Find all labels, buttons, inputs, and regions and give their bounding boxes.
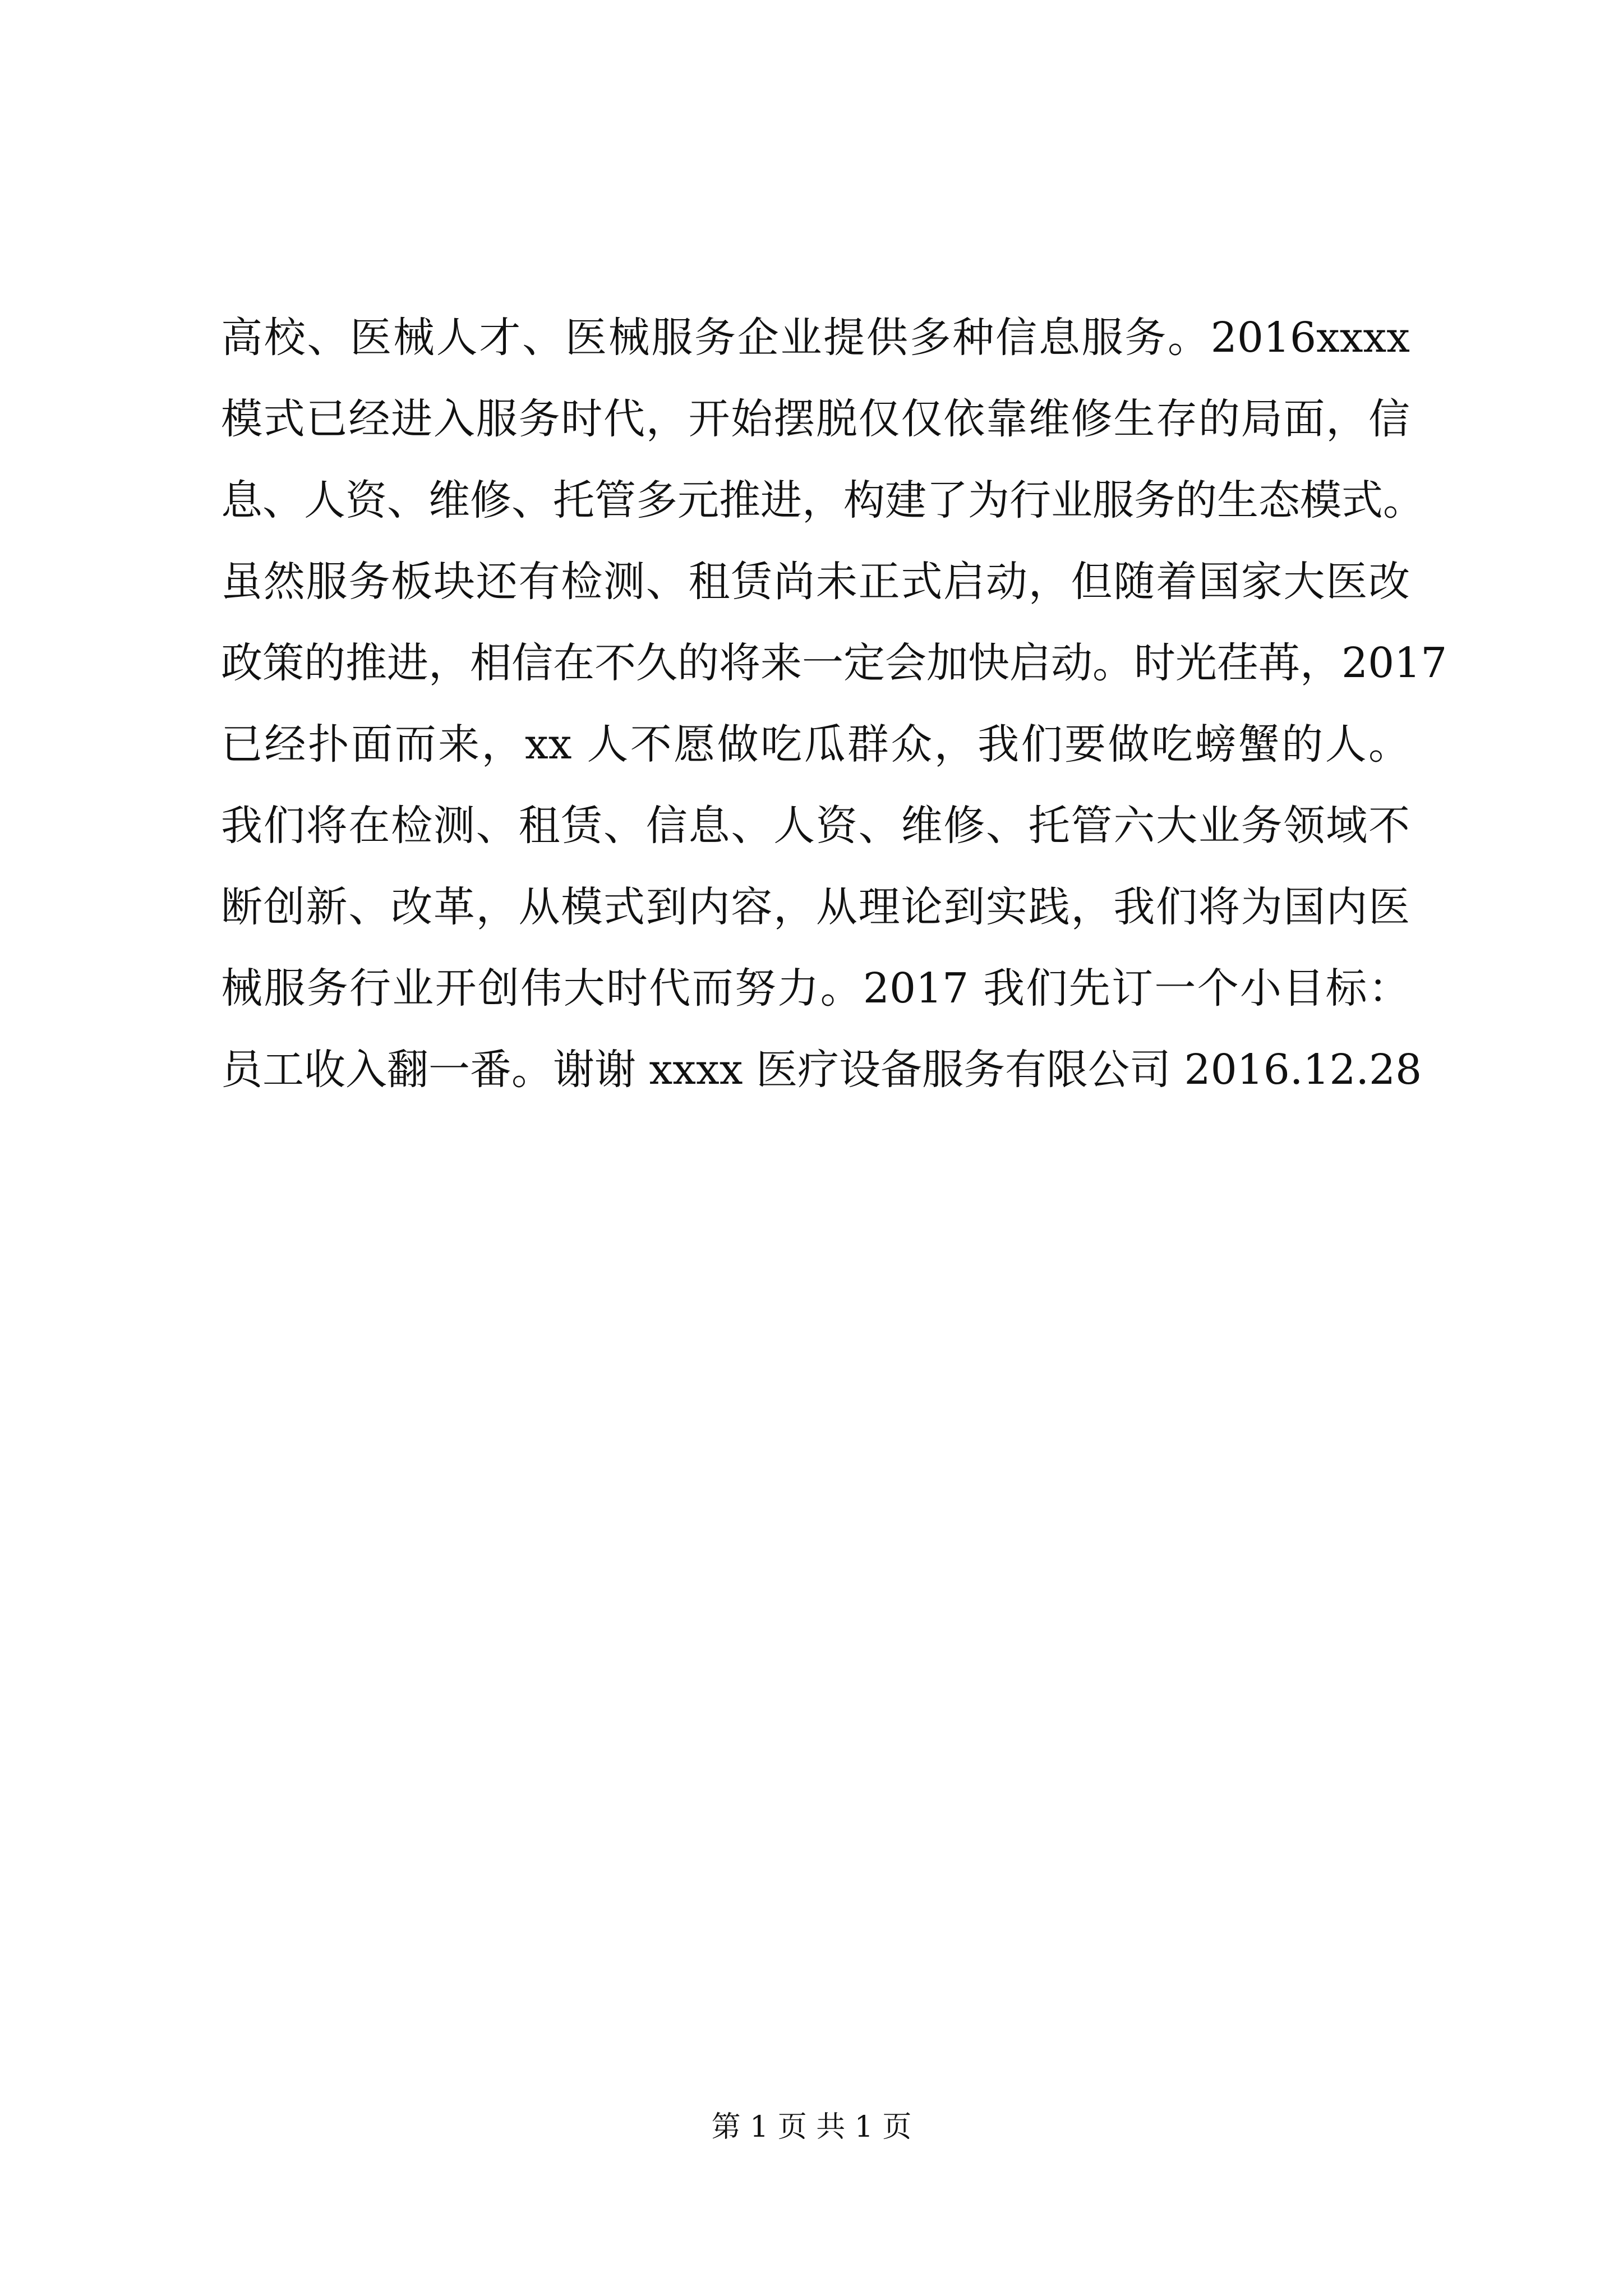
text-line: 模式已经进入服务时代，开始摆脱仅仅依靠维修生存的局面，信 — [221, 395, 1410, 443]
text-line: 政策的推进，相信在不久的将来一定会加快启动。时光荏苒，2017 — [221, 639, 1447, 687]
text-line: 高校、医械人才、医械服务企业提供多种信息服务。2016xxxx — [221, 314, 1410, 362]
page-number-footer: 第 1 页 共 1 页 — [711, 2110, 912, 2144]
text-line: 断创新、改革，从模式到内容，从理论到实践，我们将为国内医 — [221, 883, 1410, 931]
text-line: 员工收入翻一番。谢谢 xxxx 医疗设备服务有限公司 2016.12.28 — [221, 1046, 1422, 1094]
body-paragraph — [221, 297, 1447, 1111]
text-line: 息、人资、维修、托管多元推进，构建了为行业服务的生态模式。 — [221, 476, 1424, 524]
text-line: 我们将在检测、租赁、信息、人资、维修、托管六大业务领域不 — [221, 802, 1410, 850]
text-line: 虽然服务板块还有检测、租赁尚未正式启动，但随着国家大医改 — [221, 558, 1410, 606]
text-line: 已经扑面而来，xx 人不愿做吃瓜群众，我们要做吃螃蟹的人。 — [221, 720, 1410, 769]
text-line: 械服务行业开创伟大时代而努力。2017 我们先订一个小目标： — [221, 964, 1410, 1013]
